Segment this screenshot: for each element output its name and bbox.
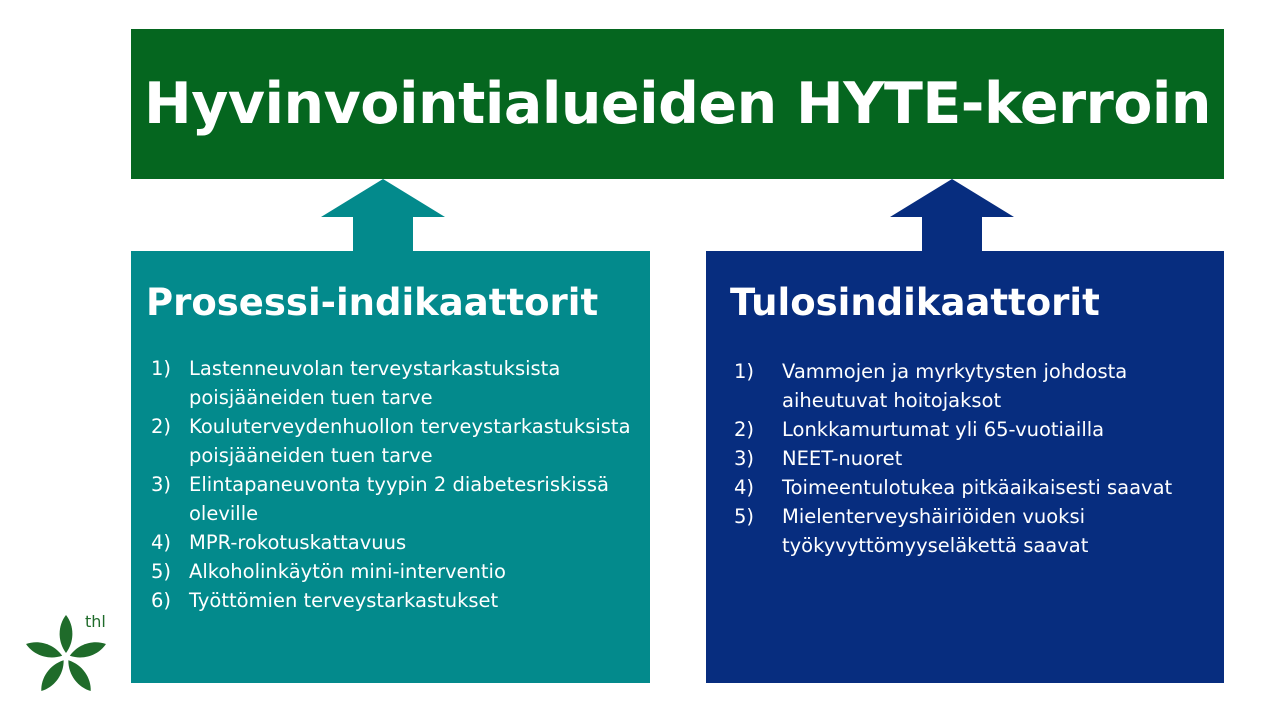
process-indicators-box [131, 251, 650, 683]
list-item [151, 586, 631, 615]
item-number: 1) [151, 357, 172, 380]
outcome-arrow-up-icon [890, 179, 1014, 253]
item-number: 5) [151, 560, 172, 583]
process-indicators-heading: Prosessi-indikaattorit [146, 281, 599, 324]
list-item [734, 415, 1204, 444]
item-text: MPR-rokotuskattavuus [189, 531, 407, 554]
page-title: Hyvinvointialueiden HYTE-kerroin [144, 71, 1211, 137]
item-number: 3) [734, 447, 755, 470]
item-number: 2) [734, 418, 755, 441]
list-item [151, 354, 631, 412]
title-banner [131, 29, 1224, 179]
outcome-indicators-list [734, 357, 1204, 560]
item-number: 6) [151, 589, 172, 612]
item-number: 4) [734, 476, 755, 499]
item-text: Alkoholinkäytön mini-interventio [189, 560, 506, 583]
item-number: 3) [151, 473, 172, 496]
list-item [734, 502, 1204, 560]
item-text: Lastenneuvolan terveystarkastuksista poisjääneiden tuen tarve [189, 357, 561, 409]
item-text: Elintapaneuvonta tyypin 2 diabetesriskissä oleville [189, 473, 609, 525]
item-text: Toimeentulotukea pitkäaikaisesti saavat [782, 476, 1173, 499]
list-item [734, 444, 1204, 473]
process-arrow-up-icon [321, 179, 445, 253]
item-number: 1) [734, 360, 755, 383]
item-text: NEET-nuoret [782, 447, 903, 470]
item-text: Vammojen ja myrkytysten johdosta aiheutuvat hoitojaksot [782, 360, 1128, 412]
item-number: 5) [734, 505, 755, 528]
item-text: Lonkkamurtumat yli 65-vuotiailla [782, 418, 1105, 441]
outcome-indicators-heading: Tulosindikaattorit [730, 281, 1100, 324]
list-item [151, 412, 631, 470]
list-item [734, 473, 1204, 502]
list-item [734, 357, 1204, 415]
logo-text: thl [85, 612, 106, 631]
item-text: Työttömien terveystarkastukset [189, 589, 499, 612]
process-indicators-list [151, 354, 631, 615]
item-number: 4) [151, 531, 172, 554]
list-item [151, 470, 631, 528]
list-item [151, 557, 631, 586]
item-text: Kouluterveydenhuollon terveystarkastuksista poisjääneiden tuen tarve [189, 415, 631, 467]
list-item [151, 528, 631, 557]
thl-flower-logo-icon [22, 610, 112, 694]
item-number: 2) [151, 415, 172, 438]
item-text: Mielenterveyshäiriöiden vuoksi työkyvyttömyyseläkettä saavat [782, 505, 1089, 557]
outcome-indicators-box [706, 251, 1224, 683]
